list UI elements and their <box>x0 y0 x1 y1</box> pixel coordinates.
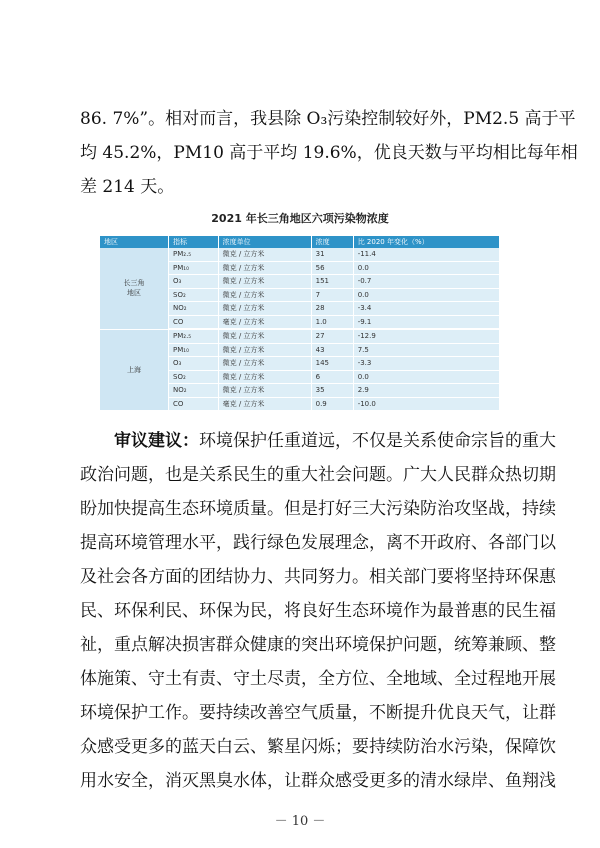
page-number: － 10 － <box>274 814 326 829</box>
unit-cell: 微克 / 立方米 <box>218 384 311 398</box>
unit-cell: 微克 / 立方米 <box>218 261 311 275</box>
change-cell: -12.9 <box>353 329 499 343</box>
change-cell: 0.0 <box>353 288 499 302</box>
indicator-cell: NO₂ <box>169 384 219 398</box>
unit-cell: 微克 / 立方米 <box>218 275 311 289</box>
region-cell <box>100 329 169 411</box>
header-region: 地区 <box>100 236 169 248</box>
advice-first-line: 环境保护任重道远，不仅是关系使命宗旨的重大 <box>199 431 556 451</box>
text-line: 众感受更多的蓝天白云、繁星闪烁；要持续防治水污染，保障饮 <box>80 737 556 757</box>
value-cell: 27 <box>311 329 353 343</box>
header-indicator: 指标 <box>169 236 219 248</box>
value-cell: 56 <box>311 261 353 275</box>
table-row <box>100 329 500 343</box>
value-cell: 35 <box>311 384 353 398</box>
table-title: 2021 年长三角地区六项污染物浓度 <box>211 212 389 225</box>
indicator-cell: O₃ <box>169 357 219 371</box>
value-cell: 6 <box>311 370 353 384</box>
pollutant-table <box>100 236 500 411</box>
unit-cell: 毫克 / 立方米 <box>218 397 311 411</box>
indicator-cell: CO <box>169 315 219 329</box>
change-cell: -3.3 <box>353 357 499 371</box>
header-change: 比 2020 年变化（%） <box>353 236 499 248</box>
value-cell: 145 <box>311 357 353 371</box>
unit-cell: 微克 / 立方米 <box>218 370 311 384</box>
value-cell: 1.0 <box>311 315 353 329</box>
value-cell: 31 <box>311 248 353 261</box>
value-cell: 43 <box>311 343 353 357</box>
change-cell: 2.9 <box>353 384 499 398</box>
unit-cell: 微克 / 立方米 <box>218 329 311 343</box>
text-line: 祉，重点解决损害群众健康的突出环境保护问题，统筹兼顾、整 <box>80 635 556 655</box>
text-line: 环境保护工作。要持续改善空气质量，不断提升优良天气，让群 <box>80 703 556 723</box>
intro-paragraph <box>80 102 578 204</box>
indicator-cell: PM₂.₅ <box>169 248 219 261</box>
indicator-cell: O₃ <box>169 275 219 289</box>
advice-label: 审议建议： <box>114 431 199 451</box>
unit-cell: 毫克 / 立方米 <box>218 315 311 329</box>
text-line: 提高环境管理水平，践行绿色发展理念，离不开政府、各部门以 <box>80 533 556 553</box>
change-cell: -11.4 <box>353 248 499 261</box>
header-value: 浓度 <box>311 236 353 248</box>
text-line: 均 45.2%，PM10 高于平均 19.6%，优良天数与平均相比每年相 <box>80 143 578 163</box>
text-line: 政治问题，也是关系民生的重大社会问题。广大人民群众热切期 <box>80 465 556 485</box>
unit-cell: 微克 / 立方米 <box>218 357 311 371</box>
value-cell: 151 <box>311 275 353 289</box>
value-cell: 28 <box>311 302 353 316</box>
text-line: 盼加快提高生态环境质量。但是打好三大污染防治攻坚战，持续 <box>80 499 556 519</box>
change-cell: -10.0 <box>353 397 499 411</box>
unit-cell: 微克 / 立方米 <box>218 248 311 261</box>
text-line <box>80 424 556 458</box>
indicator-cell: SO₂ <box>169 370 219 384</box>
value-cell: 7 <box>311 288 353 302</box>
change-cell: 0.0 <box>353 261 499 275</box>
change-cell: 0.0 <box>353 370 499 384</box>
advice-paragraph <box>80 424 556 798</box>
table-header-row <box>100 236 500 248</box>
change-cell: 7.5 <box>353 343 499 357</box>
table-row <box>100 248 500 261</box>
change-cell: -9.1 <box>353 315 499 329</box>
change-cell: -0.7 <box>353 275 499 289</box>
text-line: 民、环保利民、环保为民，将良好生态环境作为最普惠的民生福 <box>80 601 556 621</box>
indicator-cell: PM₂.₅ <box>169 329 219 343</box>
header-unit: 浓度单位 <box>218 236 311 248</box>
indicator-cell: PM₁₀ <box>169 261 219 275</box>
text-line: 用水安全，消灭黑臭水体，让群众感受更多的清水绿岸、鱼翔浅 <box>80 771 556 791</box>
indicator-cell: CO <box>169 397 219 411</box>
unit-cell: 微克 / 立方米 <box>218 343 311 357</box>
change-cell: -3.4 <box>353 302 499 316</box>
value-cell: 0.9 <box>311 397 353 411</box>
indicator-cell: SO₂ <box>169 288 219 302</box>
indicator-cell: PM₁₀ <box>169 343 219 357</box>
region-label: 上海 <box>127 365 141 374</box>
unit-cell: 微克 / 立方米 <box>218 302 311 316</box>
region-label: 长三角地区 <box>123 279 145 298</box>
unit-cell: 微克 / 立方米 <box>218 288 311 302</box>
text-line: 86. 7%”。相对而言，我县除 O₃污染控制较好外，PM2.5 高于平 <box>80 109 576 129</box>
region-cell <box>100 248 169 329</box>
indicator-cell: NO₂ <box>169 302 219 316</box>
text-line: 体施策、守土有责、守土尽责，全方位、全地域、全过程地开展 <box>80 669 556 689</box>
text-line: 差 214 天。 <box>80 177 175 197</box>
text-line: 及社会各方面的团结协力、共同努力。相关部门要将坚持环保惠 <box>80 567 556 587</box>
